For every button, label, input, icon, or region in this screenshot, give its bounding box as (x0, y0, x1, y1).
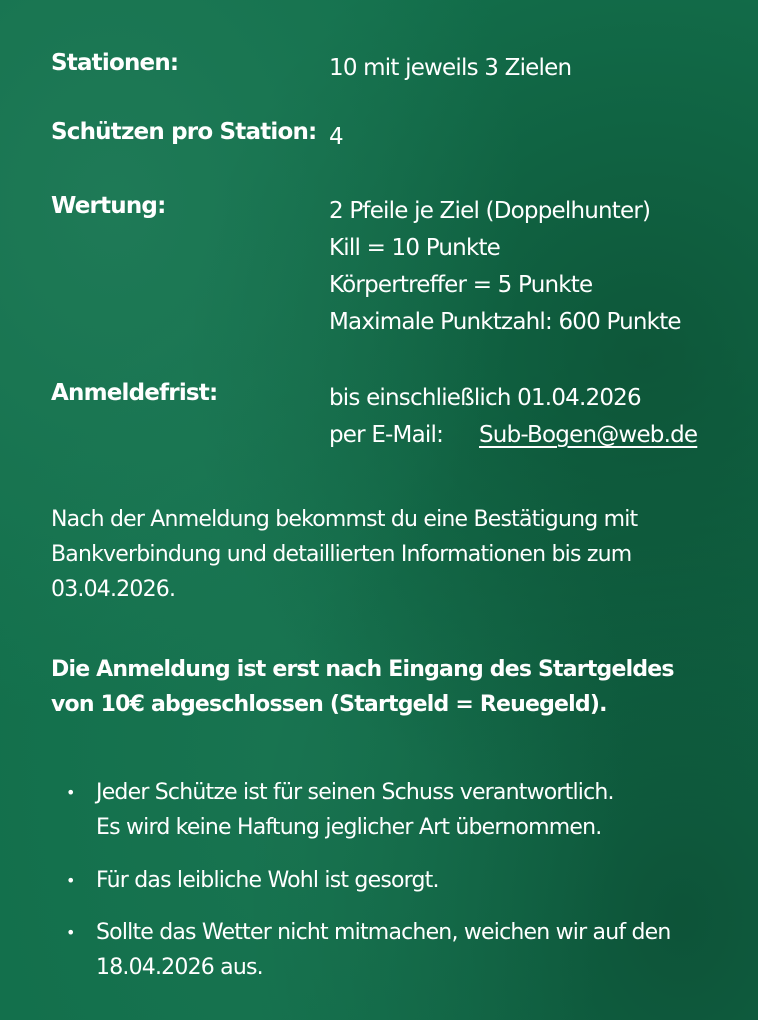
list-item-line: Sollte das Wetter nicht mitmachen, weichen wir auf den (96, 920, 671, 945)
email-prefix: per E-Mail: (329, 422, 444, 448)
list-item-line: Jeder Schütze ist für seinen Schuss verantwortlich. (96, 780, 614, 805)
detail-value-line: 2 Pfeile je Ziel (Doppelhunter) (329, 198, 651, 224)
detail-value-line: Maximale Punktzahl: 600 Punkte (329, 309, 681, 335)
detail-label: Anmeldefrist: (51, 380, 218, 406)
list-item-line: Für das leibliche Wohl ist gesorgt. (96, 868, 439, 893)
list-item (66, 775, 726, 845)
list-item-line: Es wird keine Haftung jeglicher Art übernommen. (96, 815, 602, 840)
bullet-icon: • (66, 923, 75, 942)
detail-label: Stationen: (51, 50, 179, 76)
detail-value (329, 50, 571, 87)
bullet-icon: • (66, 871, 75, 890)
email-link[interactable]: Sub-Bogen@web.de (479, 422, 698, 448)
info-paragraph: Nach der Anmeldung bekommst du eine Bestätigung mit Bankverbindung und detaillierten Informationen bis zum 03.04.2026. (51, 507, 638, 602)
fee-paragraph: Die Anmeldung ist erst nach Eingang des Startgeldes von 10€ abgeschlossen (Startgeld = Reuegeld). (51, 657, 674, 717)
email-row (329, 417, 697, 454)
detail-value-line: Körpertreffer = 5 Punkte (329, 272, 593, 298)
bullet-icon: • (66, 783, 75, 802)
detail-label: Wertung: (51, 193, 166, 219)
detail-value-line: Kill = 10 Punkte (329, 235, 501, 261)
list-item (66, 915, 726, 985)
detail-value-line: 4 (329, 124, 343, 150)
detail-value (329, 380, 697, 454)
detail-label: Schützen pro Station: (51, 119, 317, 145)
detail-value (329, 193, 681, 341)
detail-value (329, 119, 343, 156)
list-item (66, 863, 726, 898)
list-item-line: 18.04.2026 aus. (96, 955, 263, 980)
deadline-text: bis einschließlich 01.04.2026 (329, 385, 641, 411)
detail-value-line: 10 mit jeweils 3 Zielen (329, 55, 572, 81)
